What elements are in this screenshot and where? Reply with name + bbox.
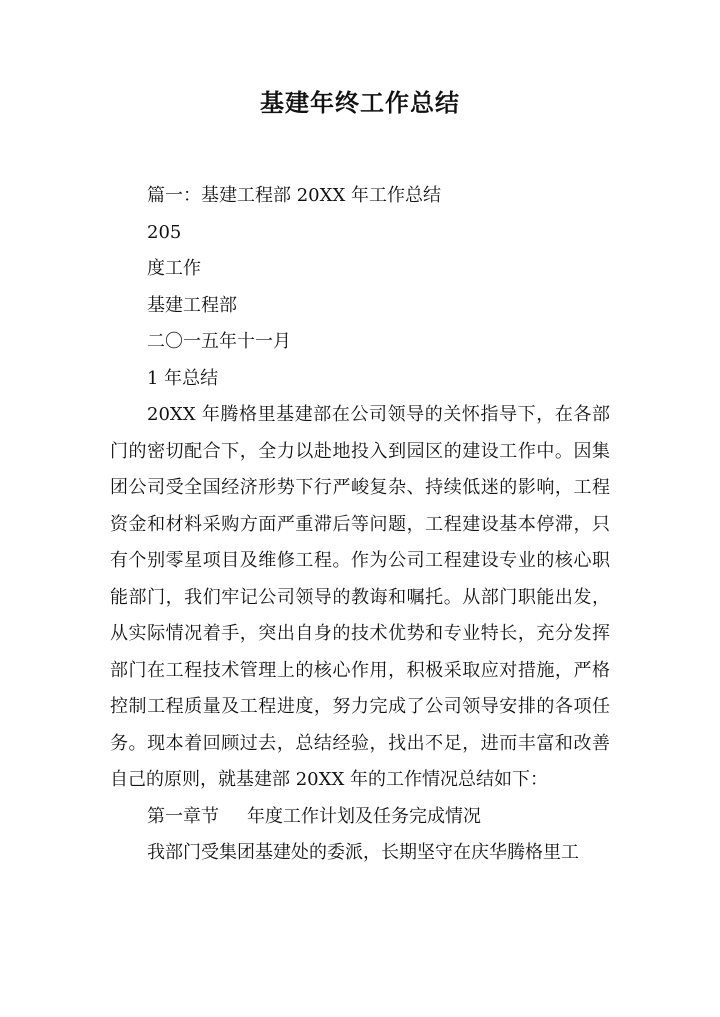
document-title: 基建年终工作总结 xyxy=(260,89,460,117)
text-line: 205 xyxy=(147,221,182,243)
section-heading xyxy=(110,799,610,836)
text-line: 基建工程部 xyxy=(147,294,237,316)
text-line: 1 年总结 xyxy=(147,367,219,389)
paragraph-summary: 20XX 年腾格里基建部在公司领导的关怀指导下，在各部门的密切配合下，全力以赴地投入到园区的建设工作中。因集团公司受全国经济形势下行严峻复杂、持续低迷的影响，工程资金和材料采购方面严重滞后等问题，工程建设基本停滞，只有个别零星项目及维修工程。作为公司工程建设专业的核心职能部门，我们牢记公司领导的教诲和嘱托。从部门职能出发，从实际情况着手，突出自身的技术优势和专业特长，充分发挥部门在工程技术管理上的核心作用，积极采取应对措施，严格控制工程质量及工程进度，努力完成了公司领导安排的各项任务。现本着回顾过去，总结经验，找出不足，进而丰富和改善自己的原则，就基建部 20XX 年的工作情况总结如下： xyxy=(110,404,610,790)
document-body xyxy=(110,178,610,872)
section-chapter: 第一章节 xyxy=(147,805,219,827)
text-line: 度工作 xyxy=(147,258,201,279)
subtitle-line: 篇一：基建工程部 20XX 年工作总结 xyxy=(147,185,441,206)
paragraph-work: 我部门受集团基建处的委派，长期坚守在庆华腾格里工 xyxy=(147,842,579,863)
text-line: 二〇一五年十一月 xyxy=(147,331,291,352)
section-title: 年度工作计划及任务完成情况 xyxy=(247,805,481,827)
